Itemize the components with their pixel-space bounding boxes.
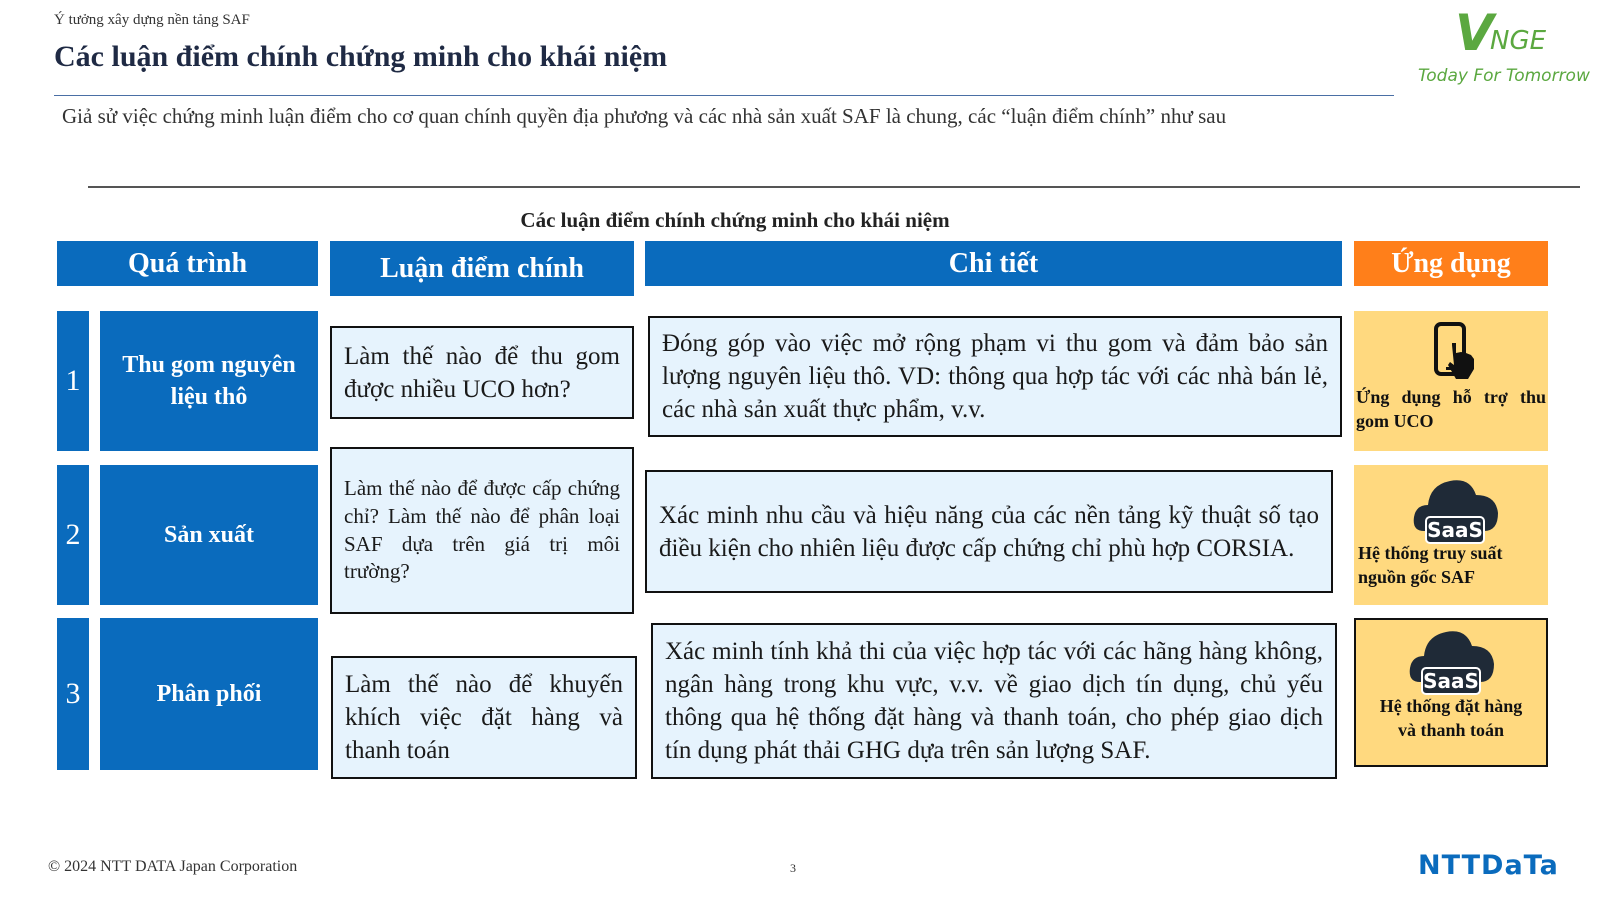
point-box-3: Làm thế nào để khuyến khích việc đặt hàng và thanh toán	[331, 656, 637, 779]
detail-box-3: Xác minh tính khả thi của việc hợp tác với các hãng hàng không, ngân hàng trong khu vực, v.v. về giao dịch tín dụng, chủ yếu thông qua hệ thống đặt hàng và thanh toán, cho phép giao dịch tín dụng phát thải GHG dựa trên sản lượng SAF.	[651, 623, 1337, 779]
page-number: 3	[790, 861, 796, 875]
saas-cloud-icon	[1408, 624, 1496, 696]
saas-cloud-icon	[1412, 473, 1500, 545]
footer-copyright: © 2024 NTT DATA Japan Corporation	[48, 858, 298, 875]
ntt-data-logo: NTTDaTa	[1418, 850, 1559, 881]
app-cell-1	[1354, 311, 1548, 451]
process-cell-1: Thu gom nguyên liệu thô	[100, 311, 318, 451]
app-label-3: Hệ thống đặt hàng và thanh toán	[1379, 696, 1523, 741]
column-header-detail: Chi tiết	[645, 241, 1342, 286]
vnge-tagline: Today For Tomorrow	[1418, 66, 1590, 86]
point-box-2: Làm thế nào để được cấp chứng chỉ? Làm thế nào để phân loại SAF dựa trên giá trị môi trường?	[330, 447, 634, 614]
row-number-2: 2	[57, 465, 89, 605]
detail-box-1: Đóng góp vào việc mở rộng phạm vi thu gom và đảm bảo sản lượng nguyên liệu thô. VD: thông qua hợp tác với các nhà bán lẻ, các nhà sản xuất thực phẩm, v.v.	[648, 316, 1342, 437]
app-cell-2	[1354, 465, 1548, 605]
process-cell-3: Phân phối	[100, 618, 318, 770]
process-cell-2: Sản xuất	[100, 465, 318, 605]
vnge-logo-v: V	[1455, 4, 1494, 62]
smartphone-tap-icon	[1430, 321, 1486, 383]
column-header-point: Luận điểm chính	[330, 241, 634, 296]
intro-text: Giả sử việc chứng minh luận điểm cho cơ quan chính quyền địa phương và các nhà sản xuất SAF là chung, các “luận điểm chính” như sau	[62, 104, 1227, 128]
column-header-app: Ứng dụng	[1354, 241, 1548, 286]
app-label-2: Hệ thống truy suất nguồn gốc SAF	[1358, 543, 1503, 588]
content-divider	[88, 186, 1580, 188]
point-box-1: Làm thế nào để thu gom được nhiều UCO hơn?	[330, 326, 634, 419]
detail-box-2: Xác minh nhu cầu và hiệu năng của các nền tảng kỹ thuật số tạo điều kiện cho nhiên liệu được cấp chứng chỉ phù hợp CORSIA.	[645, 470, 1333, 593]
saas-icon-text: SaaS	[1427, 518, 1483, 542]
breadcrumb: Ý tưởng xây dựng nền tảng SAF	[54, 12, 250, 28]
saas-icon-text: SaaS	[1423, 669, 1479, 693]
row-number-1: 1	[57, 311, 89, 451]
page-title: Các luận điểm chính chứng minh cho khái niệm	[54, 40, 668, 73]
app-cell-3	[1354, 618, 1548, 767]
app-label-1: Ứng dụng hỗ trợ thu gom UCO	[1356, 387, 1546, 432]
table-title: Các luận điểm chính chứng minh cho khái niệm	[520, 208, 950, 232]
title-divider	[54, 95, 1394, 96]
row-number-3: 3	[57, 618, 89, 770]
vnge-logo-text: NGE	[1490, 26, 1547, 56]
column-header-process: Quá trình	[57, 241, 318, 286]
